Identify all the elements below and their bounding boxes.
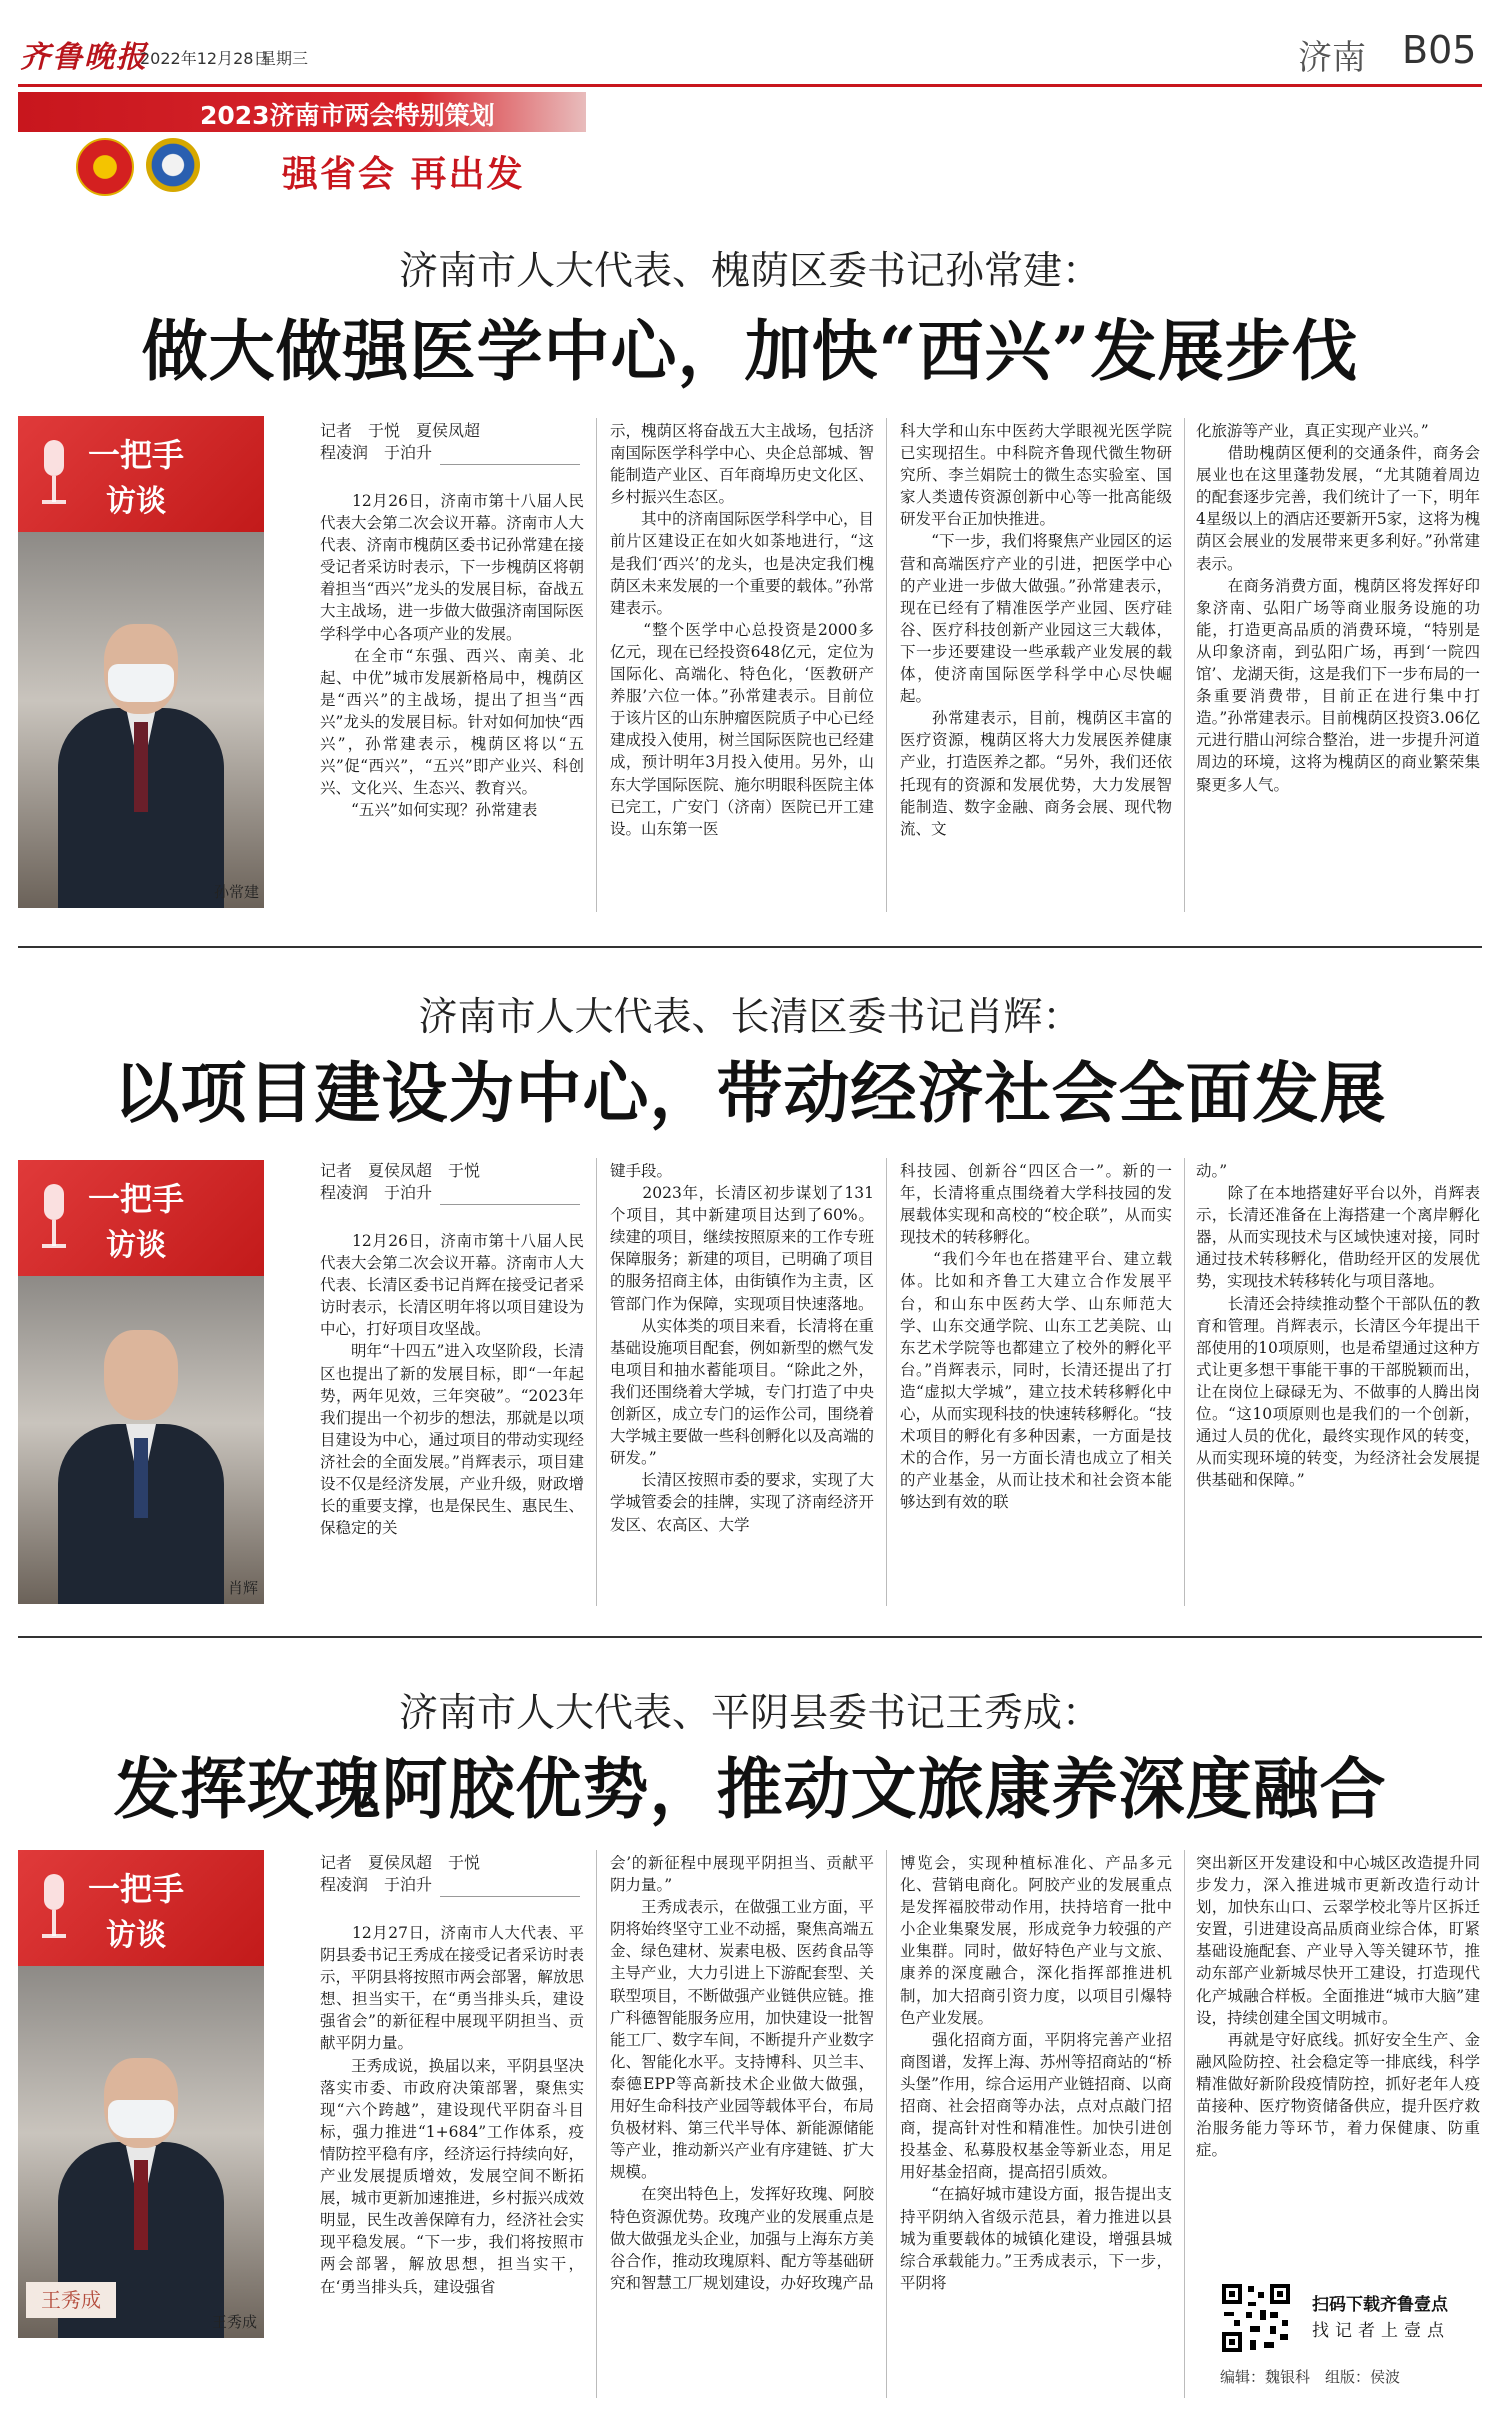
interview-tag-banner: [18, 1850, 264, 1966]
column-divider: [886, 418, 887, 912]
article-column: 科大学和山东中医药大学眼视光医学院已实现招生。中科院齐鲁现代微生物研究所、李兰娟院士的微生态实验室、国家人类遗传资源创新中心等一批高能级研发平台正加快推进。 “下一步，我们将聚焦产业园区的运营和高端医疗产业的引进，把医学中心的产业进一步做大做强。”孙常建表示，现在已经有了精准医学产业园、医疗硅谷、医疗科技创新产业园这三大载体，下一步还要建设一些承载产业发展的载体，使济南国际医学科学中心尽快崛起。 孙常建表示，目前，槐荫区丰富的医疗资源，槐荫区将大力发展医养健康产业，打造医养之都。“另外，我们还依托现有的资源和发展优势，大力发展智能制造、数字金融、商务会展、现代物流、文: [900, 422, 1172, 838]
column-divider: [596, 1850, 597, 2398]
article-column: 科技园、创新谷“四区合一”。新的一年，长清将重点围绕着大学科技园的发展载体实现和高校的“校企联”，从而实现技术的转移孵化。 “我们今年也在搭建平台、建立载体。比如和齐鲁工大建立合作发展平台，和山东中医药大学、山东师范大学、山东交通学院、山东工艺美院、山东艺术学院等也都建立了校外的孵化平台。”肖辉表示，同时，长清还提出了打造“虚拟大学城”，建立技术转移孵化中心，从而实现科技的快速转移孵化。“技术项目的孵化有多种因素，一方面是技术的合作，另一方面长清也成立了相关的产业基金，从而让技术和社会资本能够达到有效的联: [900, 1162, 1172, 1512]
article-column: 12月26日，济南市第十八届人民代表大会第二次会议开幕。济南市人大代表、济南市槐荫区委书记孙常建在接受记者采访时表示，下一步槐荫区将朝着担当“西兴”龙头的发展目标，奋战五大主战场，进一步做大做强济南国际医学科学中心各项产业的发展。 在全市“东强、西兴、南美、北起、中优”城市发展新格局中，槐荫区是“西兴”的主战场，提出了担当“西兴”龙头的发展目标。针对如何加快“西兴”，孙常建表示，槐荫区将以“五兴”促“西兴”，“五兴”即产业兴、科创兴、文化兴、生态兴、教育兴。 “五兴”如何实现？孙常建表: [320, 492, 584, 820]
column-divider: [596, 1158, 597, 1606]
footer-scan-text: 扫码下载齐鲁壹点: [1312, 2295, 1448, 2315]
banner-slogan: 强省会 再出发: [282, 153, 525, 195]
article-column: 博览会，实现种植标准化、产品多元化、营销电商化。阿胶产业的发展重点是发挥福胶带动作用，扶持培育一批中小企业集聚发展，形成竞争力较强的产业集群。同时，做好特色产业与文旅、康养的深度融合，深化指挥部推进机制，加大招商引资力度，以项目引爆特色产业发展。 强化招商方面，平阴将完善产业招商图谱，发挥上海、苏州等招商站的“桥头堡”作用，综合运用产业链招商、以商招商、社会招商等办法，点对点敲门招商，提高针对性和精准性。加快引进创投基金、私募股权基金等新业态，用足用好基金招商，提高招引质效。 “在搞好城市建设方面，报告提出支持平阴纳入省级示范县，着力推进以县城为重要载体的城镇化建设，增强县城综合承载能力。”王秀成表示，下一步，平阴将: [900, 1854, 1172, 2292]
byline-line1: 记者 夏侯凤超 于悦: [320, 1853, 481, 1872]
article-column: 会’的新征程中展现平阴担当、贡献平阴力量。” 王秀成表示，在做强工业方面，平阴将始终坚守工业不动摇，聚焦高端五金、绿色建材、炭素电极、医药食品等主导产业，大力引进上下游配套型、关联型项目，不断做强产业链供应链。推广科德智能服务应用，加快建设一批智能工厂、数字车间，不断提升产业数字化、智能化水平。支持博科、贝兰丰、泰德EPP等高新技术企业做大做强，用好生命科技产业园等载体平台，布局负极材料、第三代半导体、新能源储能等产业，推动新兴产业有序建链、扩大规模。 在突出特色上，发挥好玫瑰、阿胶特色资源优势。玫瑰产业的发展重点是做大做强龙头企业，加强与上海东方美谷合作，推动玫瑰原料、配方等基础研究和智慧工厂规划建设，办好玫瑰产品: [610, 1854, 874, 2292]
interview-photo: [18, 1160, 264, 1604]
section-city: 济南: [1298, 38, 1366, 78]
interview-photo: [18, 1850, 264, 2338]
section-divider: [18, 1636, 1482, 1638]
byline: [320, 420, 480, 464]
nameplate: 王秀成: [26, 2282, 116, 2318]
interview-photo: [18, 416, 264, 908]
column-divider: [1184, 418, 1185, 912]
interview-tag-line2: 访谈: [106, 1228, 166, 1263]
interview-tag-line2: 访谈: [106, 484, 166, 519]
column-divider: [596, 418, 597, 912]
microphone-icon: [30, 436, 78, 516]
interview-tag-line1: 一把手: [88, 1180, 185, 1218]
byline-rule: [440, 1204, 580, 1205]
byline-rule: [440, 464, 580, 465]
national-emblem-icon: [76, 138, 134, 196]
column-divider: [1184, 1158, 1185, 1606]
article-headline: 做大做强医学中心，加快“西兴”发展步伐: [141, 312, 1359, 390]
photo-caption: 王秀成: [212, 2313, 258, 2331]
issue-date: 2022年12月28日: [140, 49, 270, 68]
interview-tag-line2: 访谈: [106, 1918, 166, 1953]
article-subhead: 济南市人大代表、长清区委书记肖辉：: [418, 995, 1082, 1040]
byline-line1: 记者 夏侯凤超 于悦: [320, 1161, 481, 1180]
portrait: [18, 532, 264, 908]
interview-tag-banner: [18, 1160, 264, 1276]
masthead-rule: [18, 84, 1482, 87]
microphone-icon: [30, 1180, 78, 1260]
article-subhead: 济南市人大代表、槐荫区委书记孙常建：: [398, 249, 1101, 294]
article-column: 动。” 除了在本地搭建好平台以外，肖辉表示，长清还准备在上海搭建一个离岸孵化器，从而实现技术与区域快速对接，同时通过技术转移孵化，借助经开区的发展优势，实现技术转移转化与项目落地。 长清还会持续推动整个干部队伍的教育和管理。肖辉表示，长清区今年提出干部使用的10项原则，也是希望通过这种方式让更多想干事能干事的干部脱颖而出，让在岗位上碌碌无为、不做事的人腾出岗位。“这10项原则也是我们的一个创新，通过人员的优化，最终实现作风的转变，从而实现环境的转变，为经济社会发展提供基础和保障。”: [1196, 1162, 1480, 1490]
footer-sub-text: 找记者上壹点: [1312, 2321, 1450, 2341]
newspaper-logo: 齐鲁晚报: [20, 40, 148, 75]
byline: [320, 1160, 480, 1204]
interview-tag-banner: [18, 416, 264, 532]
article-column: 突出新区开发建设和中心城区改造提升同步发力，深入推进城市更新改造行动计划，加快东山口、云翠学校北等片区拆迁安置，引进建设高品质商业综合体，盯紧基础设施配套、产业导入等关键环节，推动东部产业新城尽快开工建设，打造现代化产城融合样板。全面推进“城市大脑”建设，持续创建全国文明城市。 再就是守好底线。抓好安全生产、金融风险防控、社会稳定等一排底线，科学精准做好新阶段疫情防控，抓好老年人疫苗接种、医疗物资储备供应，提升医疗救治服务能力等环节，着力保健康、防重症。: [1196, 1854, 1480, 2160]
column-divider: [886, 1158, 887, 1606]
qr-code-icon[interactable]: [1220, 2282, 1292, 2354]
portrait: [18, 1966, 264, 2338]
issue-weekday: 星期三: [260, 49, 309, 68]
page-number: B05: [1402, 28, 1477, 72]
article-subhead: 济南市人大代表、平阴县委书记王秀成：: [398, 1691, 1101, 1736]
byline-line2: 程凌润 于泊升: [320, 1875, 433, 1894]
article-column: 键手段。 2023年，长清区初步谋划了131个项目，其中新建项目达到了60%。续建的项目，继续按照原来的工作专班保障服务；新建的项目，已明确了项目的服务招商主体，由街镇作为主责，区管部门作为保障，实现项目快速落地。 从实体类的项目来看，长清将在重基础设施项目配套，例如新型的燃气发电项目和抽水蓄能项目。“除此之外，我们还围绕着大学城，专门打造了中央创新区，成立专门的运作公司，围绕着大学城主要做一些科创孵化以及高端的研发。” 长清区按照市委的要求，实现了大学城管委会的挂牌，实现了济南经济开发区、农高区、大学: [610, 1162, 874, 1534]
interview-tag-line1: 一把手: [88, 436, 185, 474]
cppcc-emblem-icon: [146, 138, 200, 192]
byline-rule: [440, 1896, 580, 1897]
photo-caption: 孙常建: [214, 883, 260, 901]
article-headline: 以项目建设为中心，带动经济社会全面发展: [113, 1054, 1387, 1132]
article-column: 示，槐荫区将奋战五大主战场，包括济南国际医学科学中心、央企总部城、智能制造产业区、百年商埠历史文化区、乡村振兴生态区。 其中的济南国际医学科学中心，目前片区建设正在如火如荼地进行，“这是我们‘西兴’的龙头，也是决定我们槐荫区未来发展的一个重要的载体。”孙常建表示。 “整个医学中心总投资是2000多亿元，现在已经投资648亿元，定位为国际化、高端化、特色化，‘医教研产养服’六位一体。”孙常建表示。目前位于该片区的山东肿瘤医院质子中心已经建成投入使用，树兰国际医院也已经建成，预计明年3月投入使用。另外，山东大学国际医院、施尔明眼科医院主体已完工，广安门（济南）医院已开工建设。山东第一医: [610, 422, 874, 838]
byline-line2: 程凌润 于泊升: [320, 1183, 433, 1202]
byline-line1: 记者 于悦 夏侯凤超: [320, 421, 481, 440]
portrait: [18, 1276, 264, 1604]
byline-line2: 程凌润 于泊升: [320, 443, 433, 462]
banner-title: 2023济南市两会特别策划: [200, 101, 495, 130]
article-column: 12月26日，济南市第十八届人民代表大会第二次会议开幕。济南市人大代表、长清区委书记肖辉在接受记者采访时表示，长清区明年将以项目建设为中心，打好项目攻坚战。 明年“十四五”进入攻坚阶段，长清区也提出了新的发展目标，即“一年起势，两年见效，三年突破”。“2023年我们提出一个初步的想法，那就是以项目建设为中心，通过项目的带动实现经济社会的全面发展。”肖辉表示，项目建设不仅是经济发展，产业升级，财政增长的重要支撑，也是保民生、惠民生、保稳定的关: [320, 1232, 584, 1538]
article-column: 12月27日，济南市人大代表、平阴县委书记王秀成在接受记者采访时表示，平阴县将按照市两会部署，解放思想、担当实干，在“勇当排头兵，建设强省会”的新征程中展现平阴担当、贡献平阴力量。 王秀成说，换届以来，平阴县坚决落实市委、市政府决策部署，聚焦实现“六个跨越”，建设现代平阴奋斗目标，强力推进“1+684”工作体系，疫情防控平稳有序，经济运行持续向好，产业发展提质增效，发展空间不断拓展，城市更新加速推进，乡村振兴成效明显，民生改善保障有力，经济社会实现平稳发展。“下一步，我们将按照市两会部署，解放思想，担当实干，在‘勇当排头兵，建设强省: [320, 1924, 584, 2296]
editor-credit: 编辑：魏银科 组版：侯波: [1220, 2368, 1401, 2386]
article-headline: 发挥玫瑰阿胶优势，推动文旅康养深度融合: [113, 1750, 1387, 1828]
column-divider: [886, 1850, 887, 2398]
interview-tag-line1: 一把手: [88, 1870, 185, 1908]
byline: [320, 1852, 480, 1896]
photo-caption: 肖辉: [228, 1579, 259, 1597]
section-divider: [18, 946, 1482, 948]
column-divider: [1184, 1850, 1185, 2398]
microphone-icon: [30, 1870, 78, 1950]
article-column: 化旅游等产业，真正实现产业兴。” 借助槐荫区便利的交通条件，商务会展业也在这里蓬勃发展，“尤其随着周边的配套逐步完善，我们统计了一下，明年4星级以上的酒店还要新开5家，这将为槐荫区会展业的发展带来更多利好。”孙常建表示。 在商务消费方面，槐荫区将发挥好印象济南、弘阳广场等商业服务设施的功能，打造更高品质的消费环境，“特别是从印象济南，到弘阳广场，再到‘一院四馆’、龙湖天街，这是我们下一步布局的一条重要消费带，目前正在进行集中打造。”孙常建表示。目前槐荫区投资3.06亿元进行腊山河综合整治，进一步提升河道周边的环境，这将为槐荫区的商业繁荣集聚更多人气。: [1196, 422, 1480, 794]
